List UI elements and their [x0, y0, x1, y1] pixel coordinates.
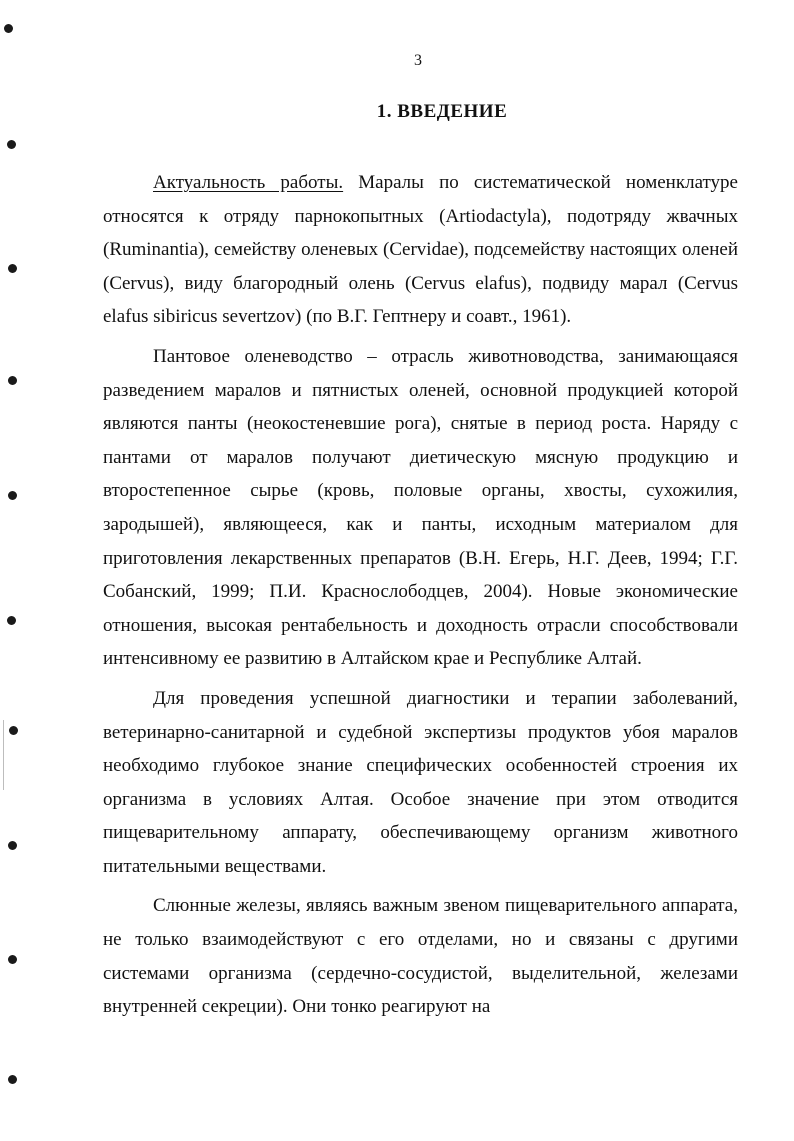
- paragraph-salivary-glands: Слюнные железы, являясь важным звеном пищеварительного аппарата, не только взаимодействуют с его отделами, но и связаны с другими системами организма (сердечно-сосудистой, выделительной, железами внутренней секреции). Они тонко реагируют на: [103, 895, 738, 1018]
- paragraph-diagnostics: Для проведения успешной диагностики и терапии заболеваний, ветеринарно-санитарной и судебной экспертизы продуктов убоя маралов необходимо глубокое знание специфических особенностей строения их организма в условиях Алтая. Особое значение при этом отводится пищеварительному аппарату, обеспечивающему организм животного питательными веществами.: [103, 687, 738, 877]
- punch-hole: [4, 24, 13, 33]
- relevance-lead: Актуальность работы.: [153, 172, 344, 193]
- punch-hole: [8, 376, 17, 385]
- paragraph-relevance: [103, 166, 738, 334]
- binding-punch-holes: [0, 0, 30, 1141]
- punch-hole: [7, 616, 16, 625]
- section-heading: 1. ВВЕДЕНИЕ: [376, 101, 508, 122]
- page-number: 3: [414, 52, 422, 69]
- punch-hole: [7, 140, 16, 149]
- punch-hole: [9, 726, 18, 735]
- relevance-text: Маралы по систематической номенклатуре относятся к отряду парнокопытных (Artiodactyla), подотряду жвачных (Ruminantia), семейству оленевых (Cervidae), подсемейству настоящих оленей (Cervus), виду благородный олень (Cervus elafus), подвиду марал (Cervus elafus sibiricus severtzov) (по В.Г. Гептнеру и соавт., 1961).: [103, 172, 738, 328]
- body-text: [103, 166, 738, 1030]
- punch-hole: [8, 491, 17, 500]
- punch-hole: [8, 264, 17, 273]
- margin-scan-line: [3, 720, 4, 790]
- punch-hole: [8, 955, 17, 964]
- punch-hole: [8, 1075, 17, 1084]
- paragraph-deer-farming: Пантовое оленеводство – отрасль животноводства, занимающаяся разведением маралов и пятнистых оленей, основной продукцией которой являются панты (неокостеневшие рога), снятые в период роста. Наряду с пантами от маралов получают диетическую мясную продукцию и второстепенное сырье (кровь, половые органы, хвосты, сухожилия, зародышей), являющееся, как и панты, исходным материалом для приготовления лекарственных препаратов (В.Н. Егерь, Н.Г. Деев, 1994; Г.Г. Собанский, 1999; П.И. Краснослободцев, 2004). Новые экономические отношения, высокая рентабельность и доходность отрасли способствовали интенсивному ее развитию в Алтайском крае и Республике Алтай.: [103, 345, 738, 670]
- punch-hole: [8, 841, 17, 850]
